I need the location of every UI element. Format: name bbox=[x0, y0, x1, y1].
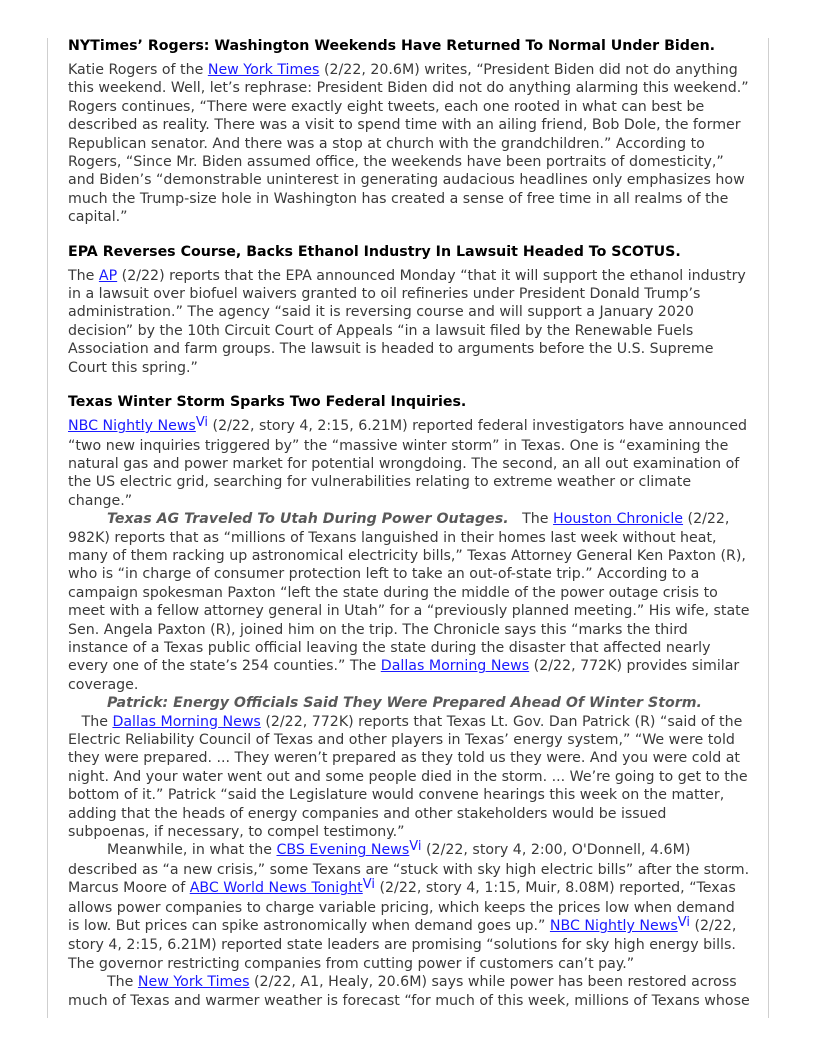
text: (2/22) reports that the EPA announced Monday “that it will support the ethanol industry in a lawsuit over biofuel waivers granted to oil refineries under President Donald Trump’s administration.” The agency “said it is reversing course and will support a January 2020 decision” by the 10th Circuit Court of Appeals “in a lawsuit filed by the Renewable Fuels Association and farm groups. The lawsuit is headed to arguments before the U.S. Supreme Court this spring.” bbox=[68, 267, 746, 376]
subheadline: Texas AG Traveled To Utah During Power Outages. bbox=[107, 511, 509, 528]
link-abc-world-news-tonight[interactable]: ABC World News Tonight bbox=[189, 880, 363, 897]
subheadline: Patrick: Energy Officials Said They Were Prepared Ahead Of Winter Storm. bbox=[107, 695, 702, 712]
video-icon[interactable]: Vi bbox=[409, 839, 422, 855]
text: The bbox=[68, 267, 99, 284]
video-icon[interactable]: Vi bbox=[362, 877, 375, 893]
text: The bbox=[508, 511, 554, 528]
text: The bbox=[107, 974, 138, 991]
link-dallas-morning-news[interactable]: Dallas Morning News bbox=[112, 713, 261, 730]
article-paragraph bbox=[68, 694, 750, 841]
link-dallas-morning-news[interactable]: Dallas Morning News bbox=[380, 658, 530, 675]
link-new-york-times[interactable]: New York Times bbox=[207, 62, 320, 78]
text: (2/22, 982K) reports that as “millions of Texans languished in their homes last week without heat, many of them racking up astronomical electricity bills,” Texas Attorney General Ken Paxton (R), who is “in charge of consumer protection left to take an out-of-state trip.” According to a campaign spokesman Paxton “left the state during the middle of the power outage crisis to meet with a fellow attorney general in Utah” for a “previously planned meeting.” His wife, state Sen. Angela Paxton (R), joined him on the trip. The Chronicle says this “marks the third instance of a Texas public official leaving the state during the disaster that affected nearly every one of the state’s 254 counties.” The bbox=[68, 511, 750, 675]
headline: NYTimes’ Rogers: Washington Weekends Have Returned To Normal Under Biden. bbox=[68, 38, 716, 54]
article-paragraph bbox=[68, 417, 750, 510]
document-body bbox=[68, 37, 750, 1026]
article-paragraph bbox=[68, 267, 750, 377]
text: (2/22, 772K) provides similar coverage. bbox=[68, 658, 740, 693]
left-margin-rule bbox=[47, 38, 48, 1018]
link-nbc-nightly-news[interactable]: NBC Nightly News bbox=[68, 418, 196, 435]
right-margin-rule bbox=[768, 38, 769, 1018]
article-nytimes-rogers bbox=[68, 37, 750, 227]
link-nbc-nightly-news[interactable]: NBC Nightly News bbox=[549, 918, 678, 935]
link-houston-chronicle[interactable]: Houston Chronicle bbox=[553, 511, 684, 528]
text: (2/22, story 4, 1:15, Muir, 8.08M) reported, “Texas allows power companies to charge variable pricing, which keeps the prices low when demand is low. But prices can spike astronomically when demand goes up.” bbox=[68, 880, 736, 935]
headline: EPA Reverses Course, Backs Ethanol Industry In Lawsuit Headed To SCOTUS. bbox=[68, 243, 681, 260]
text: (2/22, 20.6M) writes, “President Biden did not do anything this weekend. Well, let’s rephrase: President Biden did not do anything alarming this weekend.” Rogers continues, “There were exactly eight tweets, each one rooted in what can best be described as reality. There was a visit to spend time with an ailing friend, Bob Dole, the former Republican senator. And there was a stop at church with the grandchildren.” According to Rogers, “Since Mr. Biden assumed office, the weekends have been portraits of domesticity,” and Biden’s “demonstrable uninterest in generating audacious headlines only emphasizes how much the Trump-size hole in Washington has created a sense of free time in all realms of the capital.” bbox=[68, 62, 749, 226]
text: Katie Rogers of the bbox=[68, 62, 208, 78]
link-new-york-times[interactable]: New York Times bbox=[137, 974, 250, 991]
article-paragraph bbox=[68, 510, 750, 694]
text: (2/22, 772K) reports that Texas Lt. Gov. Dan Patrick (R) “said of the Electric Reliability Council of Texas and other players in Texas’ energy system,” “We were told they were prepared. ... They weren’t prepared as they told us they were. And you were cold at night. And your water went out and some people died in the storm. ... We’re going to get to the bottom of it.” Patrick “said the Legislature would convene hearings this week on the matter, adding that the heads of energy companies and other stakeholders would be issued subpoenas, if necessary, to compel testimony.” bbox=[68, 713, 748, 841]
article-epa-ethanol bbox=[68, 243, 750, 377]
video-icon[interactable]: Vi bbox=[677, 915, 690, 931]
article-texas-storm bbox=[68, 393, 750, 1010]
text: (2/22, story 4, 2:15, 6.21M) reported federal investigators have announced “two new inquiries triggered by” the “massive winter storm” in Texas. One is “examining the natural gas and power market for potential wrongdoing. The second, an all out examination of the US electric grid, searching for vulnerabilities relating to extreme weather or climate change.” bbox=[68, 418, 747, 509]
article-paragraph bbox=[68, 973, 750, 1010]
video-icon[interactable]: Vi bbox=[195, 415, 209, 431]
link-ap[interactable]: AP bbox=[98, 267, 118, 284]
text: Meanwhile, in what the bbox=[107, 842, 277, 859]
article-paragraph bbox=[68, 61, 750, 227]
link-cbs-evening-news[interactable]: CBS Evening News bbox=[276, 842, 410, 859]
text: (2/22, story 4, 2:15, 6.21M) reported state leaders are promising “solutions for sky high energy bills. The governor restricting companies from cutting power if customers can’t pay.” bbox=[68, 918, 737, 972]
article-paragraph bbox=[68, 841, 750, 973]
headline: Texas Winter Storm Sparks Two Federal Inquiries. bbox=[68, 394, 467, 411]
text: (2/22, story 4, 2:00, O'Donnell, 4.6M) described as “a new crisis,” some Texans are “stuck with sky high electric bills” after the storm. Marcus Moore of bbox=[68, 842, 750, 897]
text: The bbox=[68, 713, 113, 730]
text: (2/22, A1, Healy, 20.6M) says while power has been restored across much of Texas and warmer weather is forecast “for much of this week, millions of Texans whose bbox=[68, 974, 750, 1009]
